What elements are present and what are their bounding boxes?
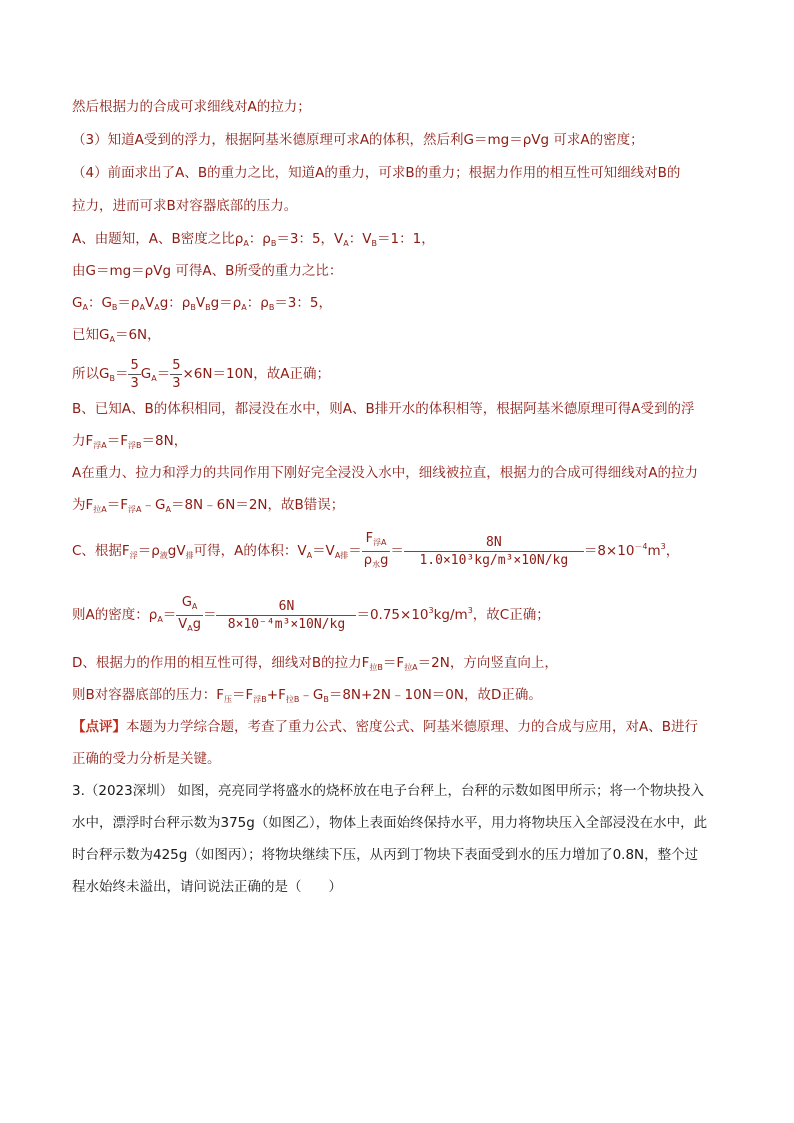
question-line: 程水始终未溢出，请问说法正确的是（ ） (72, 879, 342, 895)
text-line: 由G＝mg＝ρVg 可得A、B所受的重力之比： (72, 263, 343, 279)
text-line: 则B对容器底部的压力：$F_压=F_{浮B}+F_{拉B}﹣G_B=8N+2N﹣10N=0N$，故D正确。 (72, 687, 542, 704)
fraction: $\frac{5}{3}$ (172, 357, 181, 391)
question-line: 3.（2023深圳） 如图，亮亮同学将盛水的烧杯放在电子台秤上，台秤的示数如图甲所示；将一个物块投入 (72, 783, 705, 799)
text-line: 已知$G_A=6N$， (72, 327, 161, 344)
text-line: 为$F_{拉A}=F_{浮A}﹣G_A=8N﹣6N=2N$，故B错误； (72, 497, 345, 514)
text-line: （4）前面求出了A、B的重力之比，知道A的重力，可求B的重力；根据力作用的相互性可知细线对B的 (72, 165, 681, 181)
text-line: （3）知道A受到的浮力，根据阿基米德原理可求A的体积，然后利G＝mg＝ρVg 可求A的密度； (72, 132, 644, 148)
text-line: D、根据力的作用的相互性可得，细线对B的拉力$F_{拉B}=F_{拉A}=2N$，方向竖直向上， (72, 655, 558, 672)
text-line: 拉力，进而可求B对容器底部的压力。 (72, 198, 298, 214)
text-line: 力$F_{浮A}=F_{浮B}=8N$， (72, 433, 188, 450)
question-line: 时台秤示数为425g（如图丙）；将物块继续下压，从丙到丁物块下表面受到水的压力增加了0.8N，整个过 (72, 847, 699, 863)
text-line: A、由题知，A、B密度之比$\rho_A$：$\rho_B=3$：5，$V_A$：$V_B=1$：1， (72, 231, 435, 248)
fraction: $\frac{5}{3}$ (130, 357, 139, 391)
text-line: C、根据$F_浮=\rho_液gV_排$可得，A的体积：$V_A=V_{A排}=$ $\frac{F_{浮A}}{\rho_水g}$ ＝ $\frac{8N}{\text{1.0×10³kg/m³×10N/kg}}$ $=8\times 10^{-4}m^3$， (72, 524, 679, 579)
text-line: 正确的受力分析是关键。 (72, 751, 221, 767)
text-line: 则A的密度：$\rho_A=$ $\frac{G_A}{V_Ag}$ ＝ $\frac{6N}{\text{8×10⁻⁴m³×10N/kg}}$ $=0.75\times 10^3kg/m^3$，故C正确； (72, 588, 550, 643)
comment-line: 【点评】本题为力学综合题，考查了重力公式、密度公式、阿基米德原理、力的合成与应用，对A、B进行 (72, 719, 698, 735)
fraction: $\frac{8N}{\text{1.0×10³kg/m³×10N/kg}}$ (404, 534, 584, 569)
text-line: $G_A$：$G_B=\rho_AV_Ag$：$\rho_BV_Bg=\rho_A$：$\rho_B=3$：5， (72, 295, 332, 312)
text-line: B、已知A、B的体积相同，都浸没在水中，则A、B排开水的体积相等，根据阿基米德原理可得A受到的浮 (72, 401, 695, 417)
fraction: $\frac{F_{浮A}}{\rho_水g}$ (362, 530, 391, 573)
text-line: A在重力、拉力和浮力的共同作用下刚好完全浸没入水中，细线被拉直，根据力的合成可得细线对A的拉力 (72, 465, 698, 481)
fraction: $\frac{6N}{\text{8×10⁻⁴m³×10N/kg}}$ (216, 598, 356, 633)
question-line: 水中，漂浮时台秤示数为375g（如图乙），物体上表面始终保持水平，用力将物块压入全部浸没在水中，此 (72, 815, 708, 831)
text-line: 所以$G_B=$ $\frac{5}{3}$ $G_A=$ $\frac{5}{3}$ ×6N＝10N，故A正确； (72, 357, 330, 391)
comment-tag: 【点评】 (72, 719, 126, 735)
text-line: 然后根据力的合成可求细线对A的拉力； (72, 99, 311, 115)
fraction: $\frac{G_A}{V_Ag}$ (176, 594, 203, 637)
